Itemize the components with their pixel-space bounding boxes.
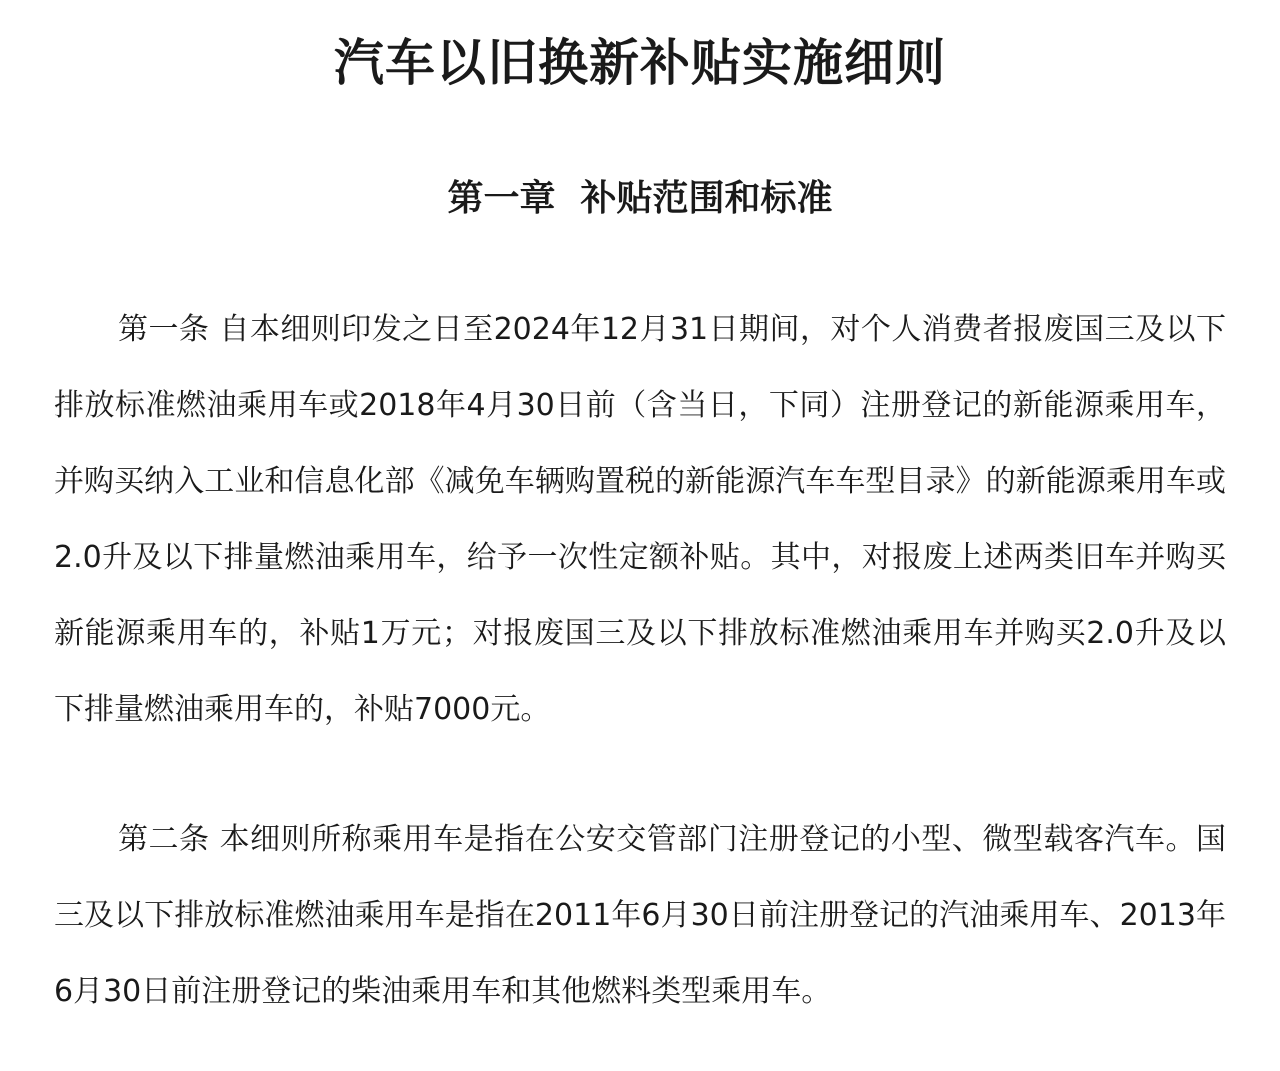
article-1: 第一条 自本细则印发之日至2024年12月31日期间，对个人消费者报废国三及以下排放标准燃油乘用车或2018年4月30日前（含当日，下同）注册登记的新能源乘用车，并购买纳入工业和信息化部《减免车辆购置税的新能源汽车车型目录》的新能源乘用车或2.0升及以下排量燃油乘用车，给予一次性定额补贴。其中，对报废上述两类旧车并购买新能源乘用车的，补贴1万元；对报废国三及以下排放标准燃油乘用车并购买2.0升及以下排量燃油乘用车的，补贴7000元。 <box>54 312 1226 727</box>
chapter-title: 第一章 补贴范围和标准 <box>447 178 833 219</box>
article-2: 第二条 本细则所称乘用车是指在公安交管部门注册登记的小型、微型载客汽车。国三及以下排放标准燃油乘用车是指在2011年6月30日前注册登记的汽油乘用车、2013年6月30日前注册登记的柴油乘用车和其他燃料类型乘用车。 <box>54 822 1226 1009</box>
document-title: 汽车以旧换新补贴实施细则 <box>334 34 946 92</box>
